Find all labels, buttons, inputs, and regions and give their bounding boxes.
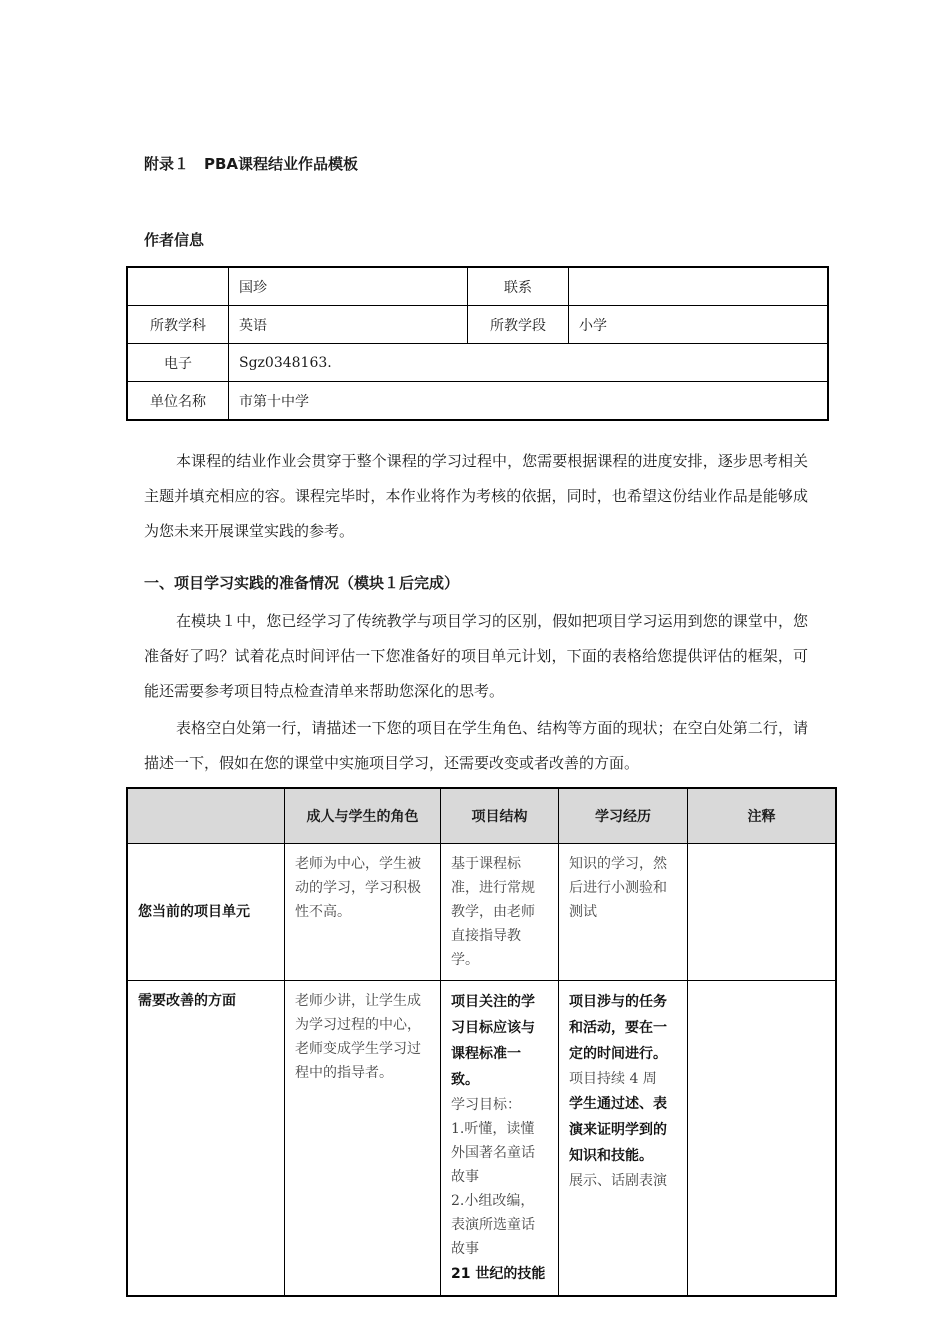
row2-notes [688,981,837,1297]
section1-paragraph-2: 表格空白处第一行，请描述一下您的项目在学生角色、结构等方面的现状；在空白处第二行，请描述一下，假如在您的课堂中实施项目学习，还需要改变或者改善的方面。 [144,719,808,772]
name-label-cell [127,267,229,306]
row2-goal-2: 2.小组改编，表演所选童话故事 [451,1193,535,1257]
intro-paragraph: 本课程的结业作业会贯穿于整个课程的学习过程中，您需要根据课程的进度安排，逐步思考相关主题并填充相应的容。课程完毕时，本作业将作为考核的依据，同时，也希望这份结业作品是能够成为您未来开展课堂实践的参考。 [144,452,808,540]
row2-goal-label: 学习目标： [451,1097,521,1113]
author-info-table [126,266,829,421]
section1-heading: 一、项目学习实践的准备情况（模块１后完成） [144,574,460,592]
stage-value: 小学 [569,306,829,344]
stage-label: 所教学段 [468,306,569,344]
row2-label: 需要改善的方面 [127,981,285,1297]
row2-tasks: 项目涉与的任务和活动，要在一定的时间进行。 [569,994,667,1062]
contact-label: 联系 [468,267,569,306]
row2-goal-1: 1.听懂，读懂外国著名童话故事 [451,1121,535,1185]
row1-experience: 知识的学习，然后进行小测验和测试 [559,844,688,981]
table-row [127,844,836,981]
name-value: 国珍 [229,267,468,306]
row1-label: 您当前的项目单元 [127,844,285,981]
row2-roles-part1: 老师少讲，让学生成为学习过程的中心， [295,993,421,1033]
header-structure: 项目结构 [441,788,559,844]
contact-value [569,267,829,306]
header-experience: 学习经历 [559,788,688,844]
header-roles: 成人与学生的角色 [285,788,441,844]
section1-paragraph-1: 在模块１中，您已经学习了传统教学与项目学习的区别，假如把项目学习运用到您的课堂中，您准备好了吗？试着花点时间评估一下您准备好的项目单元计划，下面的表格给您提供评估的框架，可能还需要参考项目特点检查清单来帮助您深化的思考。 [144,612,808,700]
row1-structure: 基于课程标准，进行常规教学，由老师直接指导教学。 [441,844,559,981]
subject-value: 英语 [229,306,468,344]
project-assessment-table [126,787,837,1297]
email-value: Sgz0348163. [229,344,829,382]
author-info-heading: 作者信息 [144,231,205,249]
subject-label: 所教学科 [127,306,229,344]
email-label: 电子 [127,344,229,382]
row2-skill: 21 世纪的技能 [451,1266,546,1282]
row1-roles: 老师为中心，学生被动的学习，学习积极性不高。 [285,844,441,981]
row2-duration: 项目持续 4 周 [569,1071,657,1087]
row2-demonstrate: 学生通过述、表演来证明学到的知识和技能。 [569,1096,667,1164]
row2-experience [559,981,688,1297]
header-empty [127,788,285,844]
row2-structure [441,981,559,1297]
table-row [127,981,836,1297]
row2-structure-focus: 项目关注的学习目标应该与课程标准一致。 [451,994,535,1088]
row1-notes [688,844,837,981]
page-title: 附录１ PBA课程结业作品模板 [144,155,359,173]
row2-show: 展示、话剧表演 [569,1173,667,1189]
row2-roles-part2: 老师变成学生学习过程中的指导者。 [295,1041,421,1081]
org-value: 市第十中学 [229,382,829,421]
row2-roles [285,981,441,1297]
org-label: 单位名称 [127,382,229,421]
header-notes: 注释 [688,788,837,844]
table-header-row [127,788,836,844]
